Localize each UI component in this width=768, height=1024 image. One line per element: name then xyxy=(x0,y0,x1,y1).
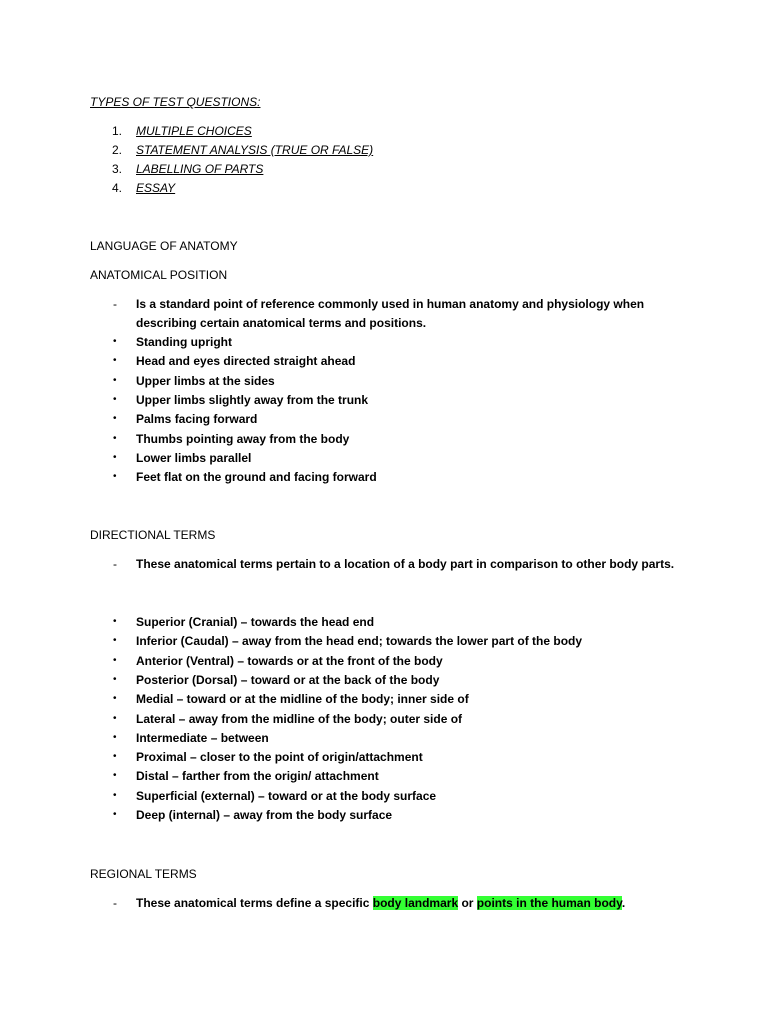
bullet-marker: • xyxy=(113,712,117,724)
highlight-points-in-human-body: points in the human body xyxy=(476,896,622,910)
list-item xyxy=(0,372,768,390)
list-item-text: Palms facing forward xyxy=(136,412,258,427)
list-item xyxy=(0,729,768,747)
types-item-number: 3. xyxy=(112,162,123,176)
list-item-text: Standing upright xyxy=(136,335,232,349)
description-text: or xyxy=(458,896,477,910)
bullet-marker: • xyxy=(113,693,117,705)
anatomical-position-description xyxy=(0,295,768,313)
description-text: . xyxy=(621,896,626,910)
list-item-text: Feet flat on the ground and facing forward xyxy=(136,470,377,485)
list-item xyxy=(0,430,768,448)
bullet-marker: • xyxy=(113,413,117,425)
list-item xyxy=(0,690,768,708)
types-item-number: 4. xyxy=(112,181,123,195)
bullet-marker: • xyxy=(113,751,117,763)
types-item xyxy=(0,122,768,140)
list-item-text: Deep (internal) – away from the body surface xyxy=(136,808,393,822)
list-item-text: Upper limbs at the sides xyxy=(136,373,275,388)
list-item xyxy=(0,391,768,409)
bullet-marker: • xyxy=(113,789,117,801)
bullet-marker: • xyxy=(113,451,117,463)
list-item-text: Anterior (Ventral) – towards or at the front of the body xyxy=(136,653,443,668)
bullet-marker: • xyxy=(113,336,117,347)
list-item-text: Thumbs pointing away from the body xyxy=(136,431,350,446)
dash-marker: - xyxy=(113,557,117,571)
regional-terms-description xyxy=(0,894,768,912)
section-title-directional-terms: DIRECTIONAL TERMS xyxy=(90,528,216,542)
list-item-text: Superficial (external) – toward or at the body surface xyxy=(136,788,437,803)
bullet-marker: • xyxy=(113,471,117,483)
bullet-marker: • xyxy=(113,809,117,820)
list-item xyxy=(0,410,768,428)
bullet-marker: • xyxy=(113,635,117,647)
types-item-number: 2. xyxy=(112,143,123,157)
types-item-text: LABELLING OF PARTS xyxy=(136,162,264,176)
bullet-marker: • xyxy=(113,432,117,444)
bullet-marker: • xyxy=(113,616,117,627)
list-item xyxy=(0,352,768,370)
list-item-text: Distal – farther from the origin/ attachment xyxy=(136,769,379,784)
list-item-text: Intermediate – between xyxy=(136,730,269,745)
bullet-marker: • xyxy=(113,731,117,743)
section-title-language-of-anatomy: LANGUAGE OF ANATOMY xyxy=(90,239,238,253)
highlight-body-landmark: body landmark xyxy=(372,896,459,910)
list-item-text: Superior (Cranial) – towards the head end xyxy=(136,615,375,629)
bullet-marker: • xyxy=(113,770,117,782)
list-item-text: Lateral – away from the midline of the body; outer side of xyxy=(136,711,463,726)
list-item xyxy=(0,806,768,824)
bullet-marker: • xyxy=(113,355,117,367)
types-item-number: 1. xyxy=(112,124,123,138)
types-item-text: STATEMENT ANALYSIS (TRUE OR FALSE) xyxy=(136,143,374,157)
list-item xyxy=(0,748,768,766)
list-item-text: Inferior (Caudal) – away from the head end; towards the lower part of the body xyxy=(136,634,583,649)
list-item-text: Head and eyes directed straight ahead xyxy=(136,354,356,369)
list-item xyxy=(0,632,768,650)
list-item-text: Upper limbs slightly away from the trunk xyxy=(136,392,369,407)
types-item-text: ESSAY xyxy=(136,181,176,195)
dash-marker: - xyxy=(113,896,117,910)
description-line xyxy=(136,894,625,912)
list-item-text: Posterior (Dorsal) – toward or at the back of the body xyxy=(136,672,440,687)
list-item xyxy=(0,468,768,486)
list-item xyxy=(0,710,768,728)
description-line: describing certain anatomical terms and positions. xyxy=(136,316,427,330)
description-line: Is a standard point of reference commonly used in human anatomy and physiology when xyxy=(136,297,645,311)
description-text: These anatomical terms define a specific xyxy=(136,896,373,910)
description-line: These anatomical terms pertain to a location of a body part in comparison to other body parts. xyxy=(136,557,675,571)
bullet-marker: • xyxy=(113,673,117,685)
bullet-marker: • xyxy=(113,654,117,666)
dash-marker: - xyxy=(113,297,117,311)
directional-terms-description xyxy=(0,555,768,573)
types-title: TYPES OF TEST QUESTIONS: xyxy=(90,95,261,109)
list-item xyxy=(0,652,768,670)
bullet-marker: • xyxy=(113,393,117,405)
types-item-text: MULTIPLE CHOICES xyxy=(136,124,252,138)
list-item xyxy=(0,671,768,689)
types-item xyxy=(0,141,768,159)
section-title-anatomical-position: ANATOMICAL POSITION xyxy=(90,268,228,282)
anatomical-position-description-cont xyxy=(0,314,768,332)
list-item-text: Lower limbs parallel xyxy=(136,450,252,465)
list-item xyxy=(0,449,768,467)
list-item xyxy=(0,613,768,631)
list-item-text: Proximal – closer to the point of origin/attachment xyxy=(136,750,423,765)
list-item xyxy=(0,767,768,785)
list-item-text: Medial – toward or at the midline of the body; inner side of xyxy=(136,692,469,707)
bullet-marker: • xyxy=(113,374,117,386)
list-item xyxy=(0,787,768,805)
types-item xyxy=(0,179,768,197)
list-item xyxy=(0,333,768,351)
types-item xyxy=(0,160,768,178)
section-title-regional-terms: REGIONAL TERMS xyxy=(90,867,197,881)
